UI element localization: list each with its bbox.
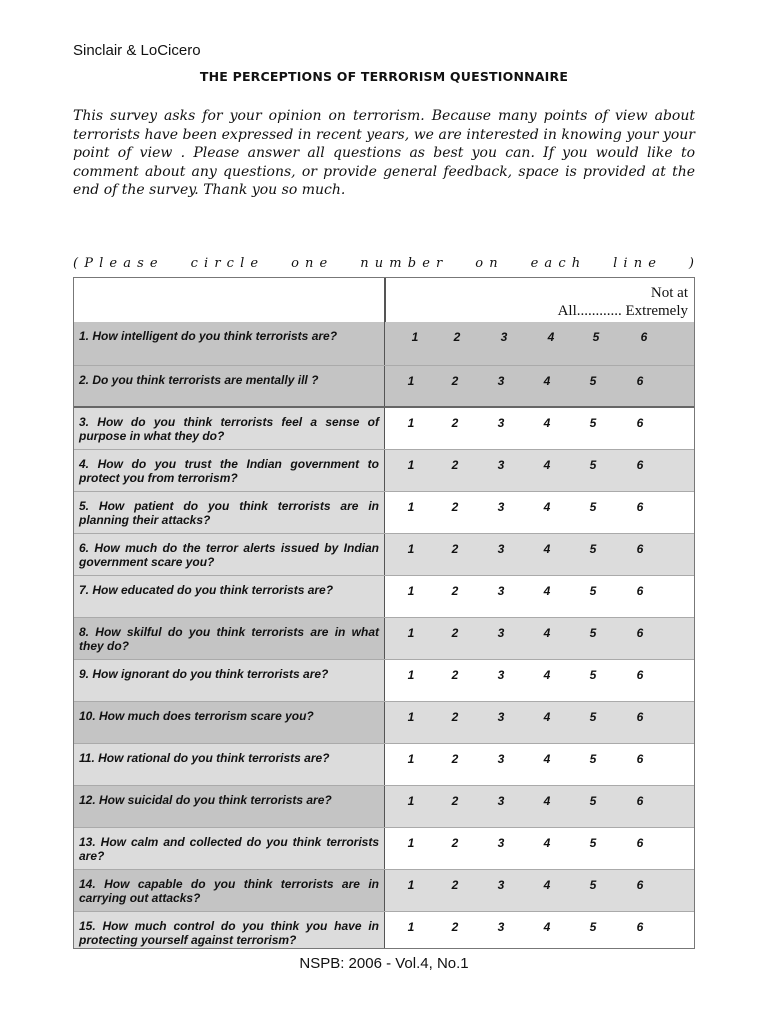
rating-cell [385,912,694,948]
question-cell [74,660,384,701]
rating-option-2[interactable]: 2 [451,584,459,598]
rating-option-2[interactable]: 2 [451,668,459,682]
rating-option-1[interactable]: 1 [407,710,415,724]
rating-option-4[interactable]: 4 [543,626,551,640]
rating-option-6[interactable]: 6 [636,878,644,892]
rating-option-3[interactable]: 3 [497,626,505,640]
question-cell [74,450,384,491]
rating-option-3[interactable]: 3 [497,752,505,766]
question-cell [74,366,384,406]
rating-option-5[interactable]: 5 [589,416,597,430]
rating-option-1[interactable]: 1 [407,878,415,892]
rating-option-6[interactable]: 6 [636,458,644,472]
rating-cell [385,450,694,491]
question-text: 4. How do you trust the Indian government to protect you from terrorism? [79,457,379,485]
question-text: 2. Do you think terrorists are mentally ill ? [79,373,319,387]
rating-option-3[interactable]: 3 [497,416,505,430]
rating-option-4[interactable]: 4 [543,500,551,514]
rating-option-5[interactable]: 5 [592,330,600,344]
rating-option-5[interactable]: 5 [589,878,597,892]
question-text: 13. How calm and collected do you think terrorists are? [79,835,379,863]
question-row [74,576,694,618]
rating-cell [385,492,694,533]
rating-option-2[interactable]: 2 [451,920,459,934]
question-text: 11. How rational do you think terrorists are? [79,751,330,765]
rating-option-5[interactable]: 5 [589,710,597,724]
scale-header [558,284,688,320]
rating-option-4[interactable]: 4 [543,668,551,682]
rating-option-1[interactable]: 1 [407,668,415,682]
rating-option-1[interactable]: 1 [407,794,415,808]
rating-option-6[interactable]: 6 [640,330,648,344]
question-cell [74,870,384,911]
rating-option-3[interactable]: 3 [497,458,505,472]
rating-cell [385,534,694,575]
rating-option-4[interactable]: 4 [543,542,551,556]
question-cell [74,576,384,617]
rating-option-2[interactable]: 2 [451,416,459,430]
column-divider [384,278,386,322]
rating-option-4[interactable]: 4 [543,710,551,724]
rating-option-1[interactable]: 1 [407,542,415,556]
rating-option-6[interactable]: 6 [636,668,644,682]
running-header-author: Sinclair & LoCicero [73,42,201,59]
rating-option-6[interactable]: 6 [636,374,644,388]
scale-header-line1: Not at [650,285,688,301]
rating-option-4[interactable]: 4 [543,836,551,850]
rating-option-2[interactable]: 2 [451,836,459,850]
question-cell [74,744,384,785]
rating-option-1[interactable]: 1 [407,920,415,934]
question-row [74,744,694,786]
question-row [74,534,694,576]
rating-option-2[interactable]: 2 [451,542,459,556]
rating-option-5[interactable]: 5 [589,836,597,850]
question-row [74,828,694,870]
rating-option-2[interactable]: 2 [451,500,459,514]
rating-cell [385,322,694,365]
instruction-word: e a c h [530,256,582,271]
rating-option-3[interactable]: 3 [497,710,505,724]
instruction-word: l i n e [613,256,657,271]
instruction-line [73,256,695,271]
rating-option-1[interactable]: 1 [407,626,415,640]
rating-option-2[interactable]: 2 [451,752,459,766]
rating-cell [385,870,694,911]
rating-option-4[interactable]: 4 [547,330,555,344]
rating-option-2[interactable]: 2 [451,374,459,388]
question-text: 8. How skilful do you think terrorists are in what they do? [79,625,379,653]
question-cell [74,534,384,575]
rating-option-4[interactable]: 4 [543,794,551,808]
instruction-word: ( P l e a s e [73,256,159,271]
rating-option-6[interactable]: 6 [636,500,644,514]
rating-option-3[interactable]: 3 [497,542,505,556]
question-row [74,322,694,366]
rating-option-3[interactable]: 3 [497,920,505,934]
rating-option-3[interactable]: 3 [497,668,505,682]
question-cell [74,408,384,449]
instruction-word: o n [475,256,499,271]
question-cell [74,828,384,869]
page-footer: NSPB: 2006 - Vol.4, No.1 [299,955,469,972]
rating-option-4[interactable]: 4 [543,920,551,934]
rating-option-2[interactable]: 2 [451,626,459,640]
rating-cell [385,660,694,701]
question-cell [74,618,384,659]
question-row [74,786,694,828]
question-text: 14. How capable do you think terrorists are in carrying out attacks? [79,877,379,905]
instruction-word: o n e [291,256,329,271]
rating-option-6[interactable]: 6 [636,836,644,850]
question-row [74,492,694,534]
rating-option-3[interactable]: 3 [497,878,505,892]
rating-option-2[interactable]: 2 [451,878,459,892]
instruction-word: n u m b e r [360,256,444,271]
rating-option-1[interactable]: 1 [407,374,415,388]
rating-option-4[interactable]: 4 [543,878,551,892]
rating-cell [385,408,694,449]
rating-option-4[interactable]: 4 [543,752,551,766]
rating-option-6[interactable]: 6 [636,626,644,640]
rating-option-1[interactable]: 1 [407,836,415,850]
rating-option-2[interactable]: 2 [451,458,459,472]
question-row [74,702,694,744]
rating-option-6[interactable]: 6 [636,710,644,724]
question-row [74,870,694,912]
rating-option-6[interactable]: 6 [636,794,644,808]
rating-cell [385,618,694,659]
rating-option-5[interactable]: 5 [589,920,597,934]
questionnaire-table [73,277,695,949]
rating-option-6[interactable]: 6 [636,542,644,556]
rating-option-1[interactable]: 1 [411,330,419,344]
rating-cell [385,786,694,827]
question-row [74,450,694,492]
question-text: 1. How intelligent do you think terrorists are? [79,329,338,343]
rating-option-1[interactable]: 1 [407,752,415,766]
rating-cell [385,828,694,869]
rating-option-4[interactable]: 4 [543,416,551,430]
question-text: 10. How much does terrorism scare you? [79,709,314,723]
rating-option-3[interactable]: 3 [500,330,508,344]
question-row [74,618,694,660]
rating-cell [385,366,694,406]
rating-option-5[interactable]: 5 [589,794,597,808]
rating-option-2[interactable]: 2 [453,330,461,344]
document-title: THE PERCEPTIONS OF TERRORISM QUESTIONNAIRE [199,69,569,84]
rating-option-4[interactable]: 4 [543,374,551,388]
question-text: 5. How patient do you think terrorists are in planning their attacks? [79,499,379,527]
instruction-word: ) [688,256,695,271]
question-text: 6. How much do the terror alerts issued by Indian government scare you? [79,541,379,569]
rating-option-2[interactable]: 2 [451,710,459,724]
rating-option-1[interactable]: 1 [407,458,415,472]
rating-cell [385,576,694,617]
question-row [74,408,694,450]
rating-option-5[interactable]: 5 [589,626,597,640]
rating-option-4[interactable]: 4 [543,584,551,598]
rating-cell [385,744,694,785]
rating-option-1[interactable]: 1 [407,500,415,514]
rating-option-4[interactable]: 4 [543,458,551,472]
rating-option-3[interactable]: 3 [497,794,505,808]
question-text: 9. How ignorant do you think terrorists are? [79,667,329,681]
question-text: 7. How educated do you think terrorists are? [79,583,334,597]
rating-option-3[interactable]: 3 [497,374,505,388]
question-text: 12. How suicidal do you think terrorists are? [79,793,332,807]
question-cell [74,322,384,365]
rating-option-6[interactable]: 6 [636,584,644,598]
rating-option-5[interactable]: 5 [589,542,597,556]
rating-option-2[interactable]: 2 [451,794,459,808]
rating-cell [385,702,694,743]
question-row [74,660,694,702]
question-cell [74,912,384,948]
rating-option-6[interactable]: 6 [636,752,644,766]
question-row [74,366,694,408]
rating-option-3[interactable]: 3 [497,584,505,598]
rating-option-5[interactable]: 5 [589,584,597,598]
rating-option-5[interactable]: 5 [589,500,597,514]
question-text: 3. How do you think terrorists feel a sense of purpose in what they do? [79,415,379,443]
rating-option-1[interactable]: 1 [407,416,415,430]
rating-option-3[interactable]: 3 [497,500,505,514]
question-cell [74,786,384,827]
rating-option-6[interactable]: 6 [636,416,644,430]
question-cell [74,492,384,533]
scale-header-line2: All............ Extremely [557,303,688,319]
question-cell [74,702,384,743]
instruction-word: c i r c l e [190,256,260,271]
rating-option-5[interactable]: 5 [589,458,597,472]
rating-option-3[interactable]: 3 [497,836,505,850]
rating-option-6[interactable]: 6 [636,920,644,934]
rating-option-5[interactable]: 5 [589,752,597,766]
question-text: 15. How much control do you think you have in protecting yourself against terrorism? [79,919,379,947]
rating-option-1[interactable]: 1 [407,584,415,598]
rating-option-5[interactable]: 5 [589,374,597,388]
intro-paragraph: This survey asks for your opinion on terrorism. Because many points of view about terrorists have been expressed in recent years, we are interested in knowing your your point of view . Please answer all questions as best you can. If you would like to comment about any questions, or provide general feedback, space is provided at the end of the survey. Thank you so much. [73,108,695,198]
table-header-row [74,278,694,323]
question-row [74,912,694,948]
rating-option-5[interactable]: 5 [589,668,597,682]
